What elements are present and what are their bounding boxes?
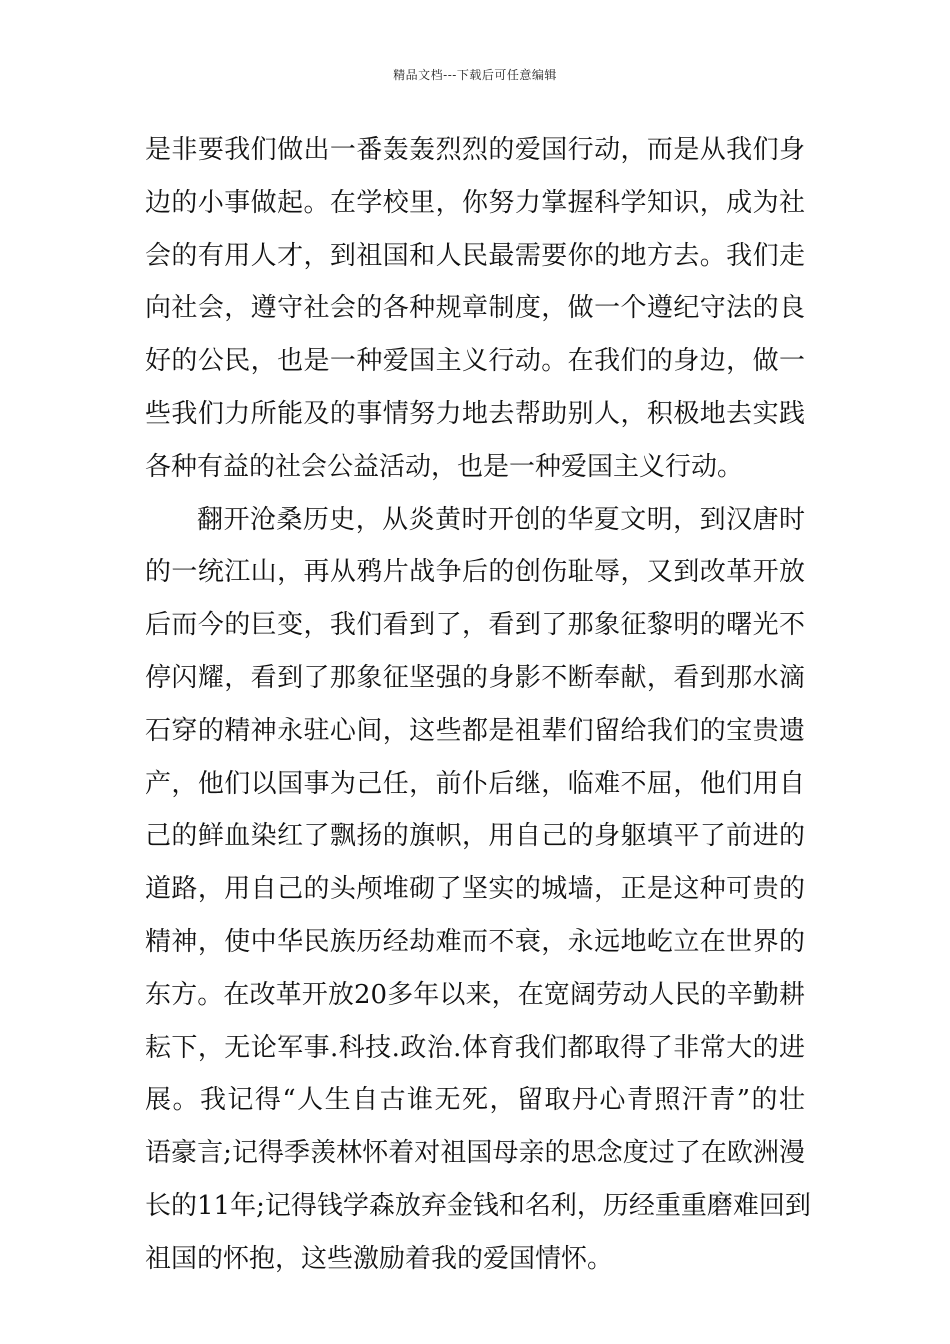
text-line: 是非要我们做出一番轰轰烈烈的爱国行动，而是从我们身 (145, 135, 805, 165)
text-line: 长的11年;记得钱学森放弃金钱和名利，历经重重磨难回到 (145, 1190, 811, 1221)
text-line: 好的公民，也是一种爱国主义行动。在我们的身边，做一 (145, 346, 805, 377)
text-line: 精神，使中华民族历经劫难而不衰，永远地屹立在世界的 (145, 926, 805, 957)
text-line: 翻开沧桑历史，从炎黄时开创的华夏文明，到汉唐时 (197, 504, 805, 535)
text-line: 边的小事做起。在学校里，你努力掌握科学知识，成为社 (145, 187, 805, 218)
text-line: 耘下，无论军事.科技.政治.体育我们都取得了非常大的进 (145, 1032, 805, 1063)
text-line: 向社会，遵守社会的各种规章制度，做一个遵纪守法的良 (145, 293, 805, 324)
text-line: 些我们力所能及的事情努力地去帮助别人，积极地去实践 (145, 398, 805, 429)
document-body (145, 124, 811, 1286)
text-line: 会的有用人才，到祖国和人民最需要你的地方去。我们走 (145, 240, 805, 271)
text-line: 的一统江山，再从鸦片战争后的创伤耻辱，又到改革开放 (145, 557, 805, 588)
text-line: 祖国的怀抱，这些激励着我的爱国情怀。 (145, 1243, 614, 1274)
paragraph-1 (145, 124, 805, 494)
text-line: 产，他们以国事为己任，前仆后继，临难不屈，他们用自 (145, 768, 805, 799)
page-header: 精品文档---下载后可任意编辑 (393, 68, 557, 82)
text-line: 道路，用自己的头颅堆砌了坚实的城墙，正是这种可贵的 (145, 874, 805, 905)
text-line: 各种有益的社会公益活动，也是一种爱国主义行动。 (145, 451, 744, 482)
paragraph-2 (145, 494, 811, 1286)
text-line: 石穿的精神永驻心间，这些都是祖辈们留给我们的宝贵遗 (145, 715, 805, 746)
text-line: 后而今的巨变，我们看到了，看到了那象征黎明的曙光不 (145, 610, 805, 641)
text-line: 语豪言;记得季羡林怀着对祖国母亲的思念度过了在欧洲漫 (145, 1138, 805, 1169)
text-line: 展。我记得“人生自古谁无死，留取丹心青照汗青”的壮 (145, 1085, 805, 1116)
text-line: 停闪耀，看到了那象征坚强的身影不断奉献，看到那水滴 (145, 662, 805, 693)
text-line: 己的鲜血染红了飘扬的旗帜，用自己的身躯填平了前进的 (145, 821, 805, 852)
text-line: 东方。在改革开放20多年以来，在宽阔劳动人民的辛勤耕 (145, 979, 805, 1010)
